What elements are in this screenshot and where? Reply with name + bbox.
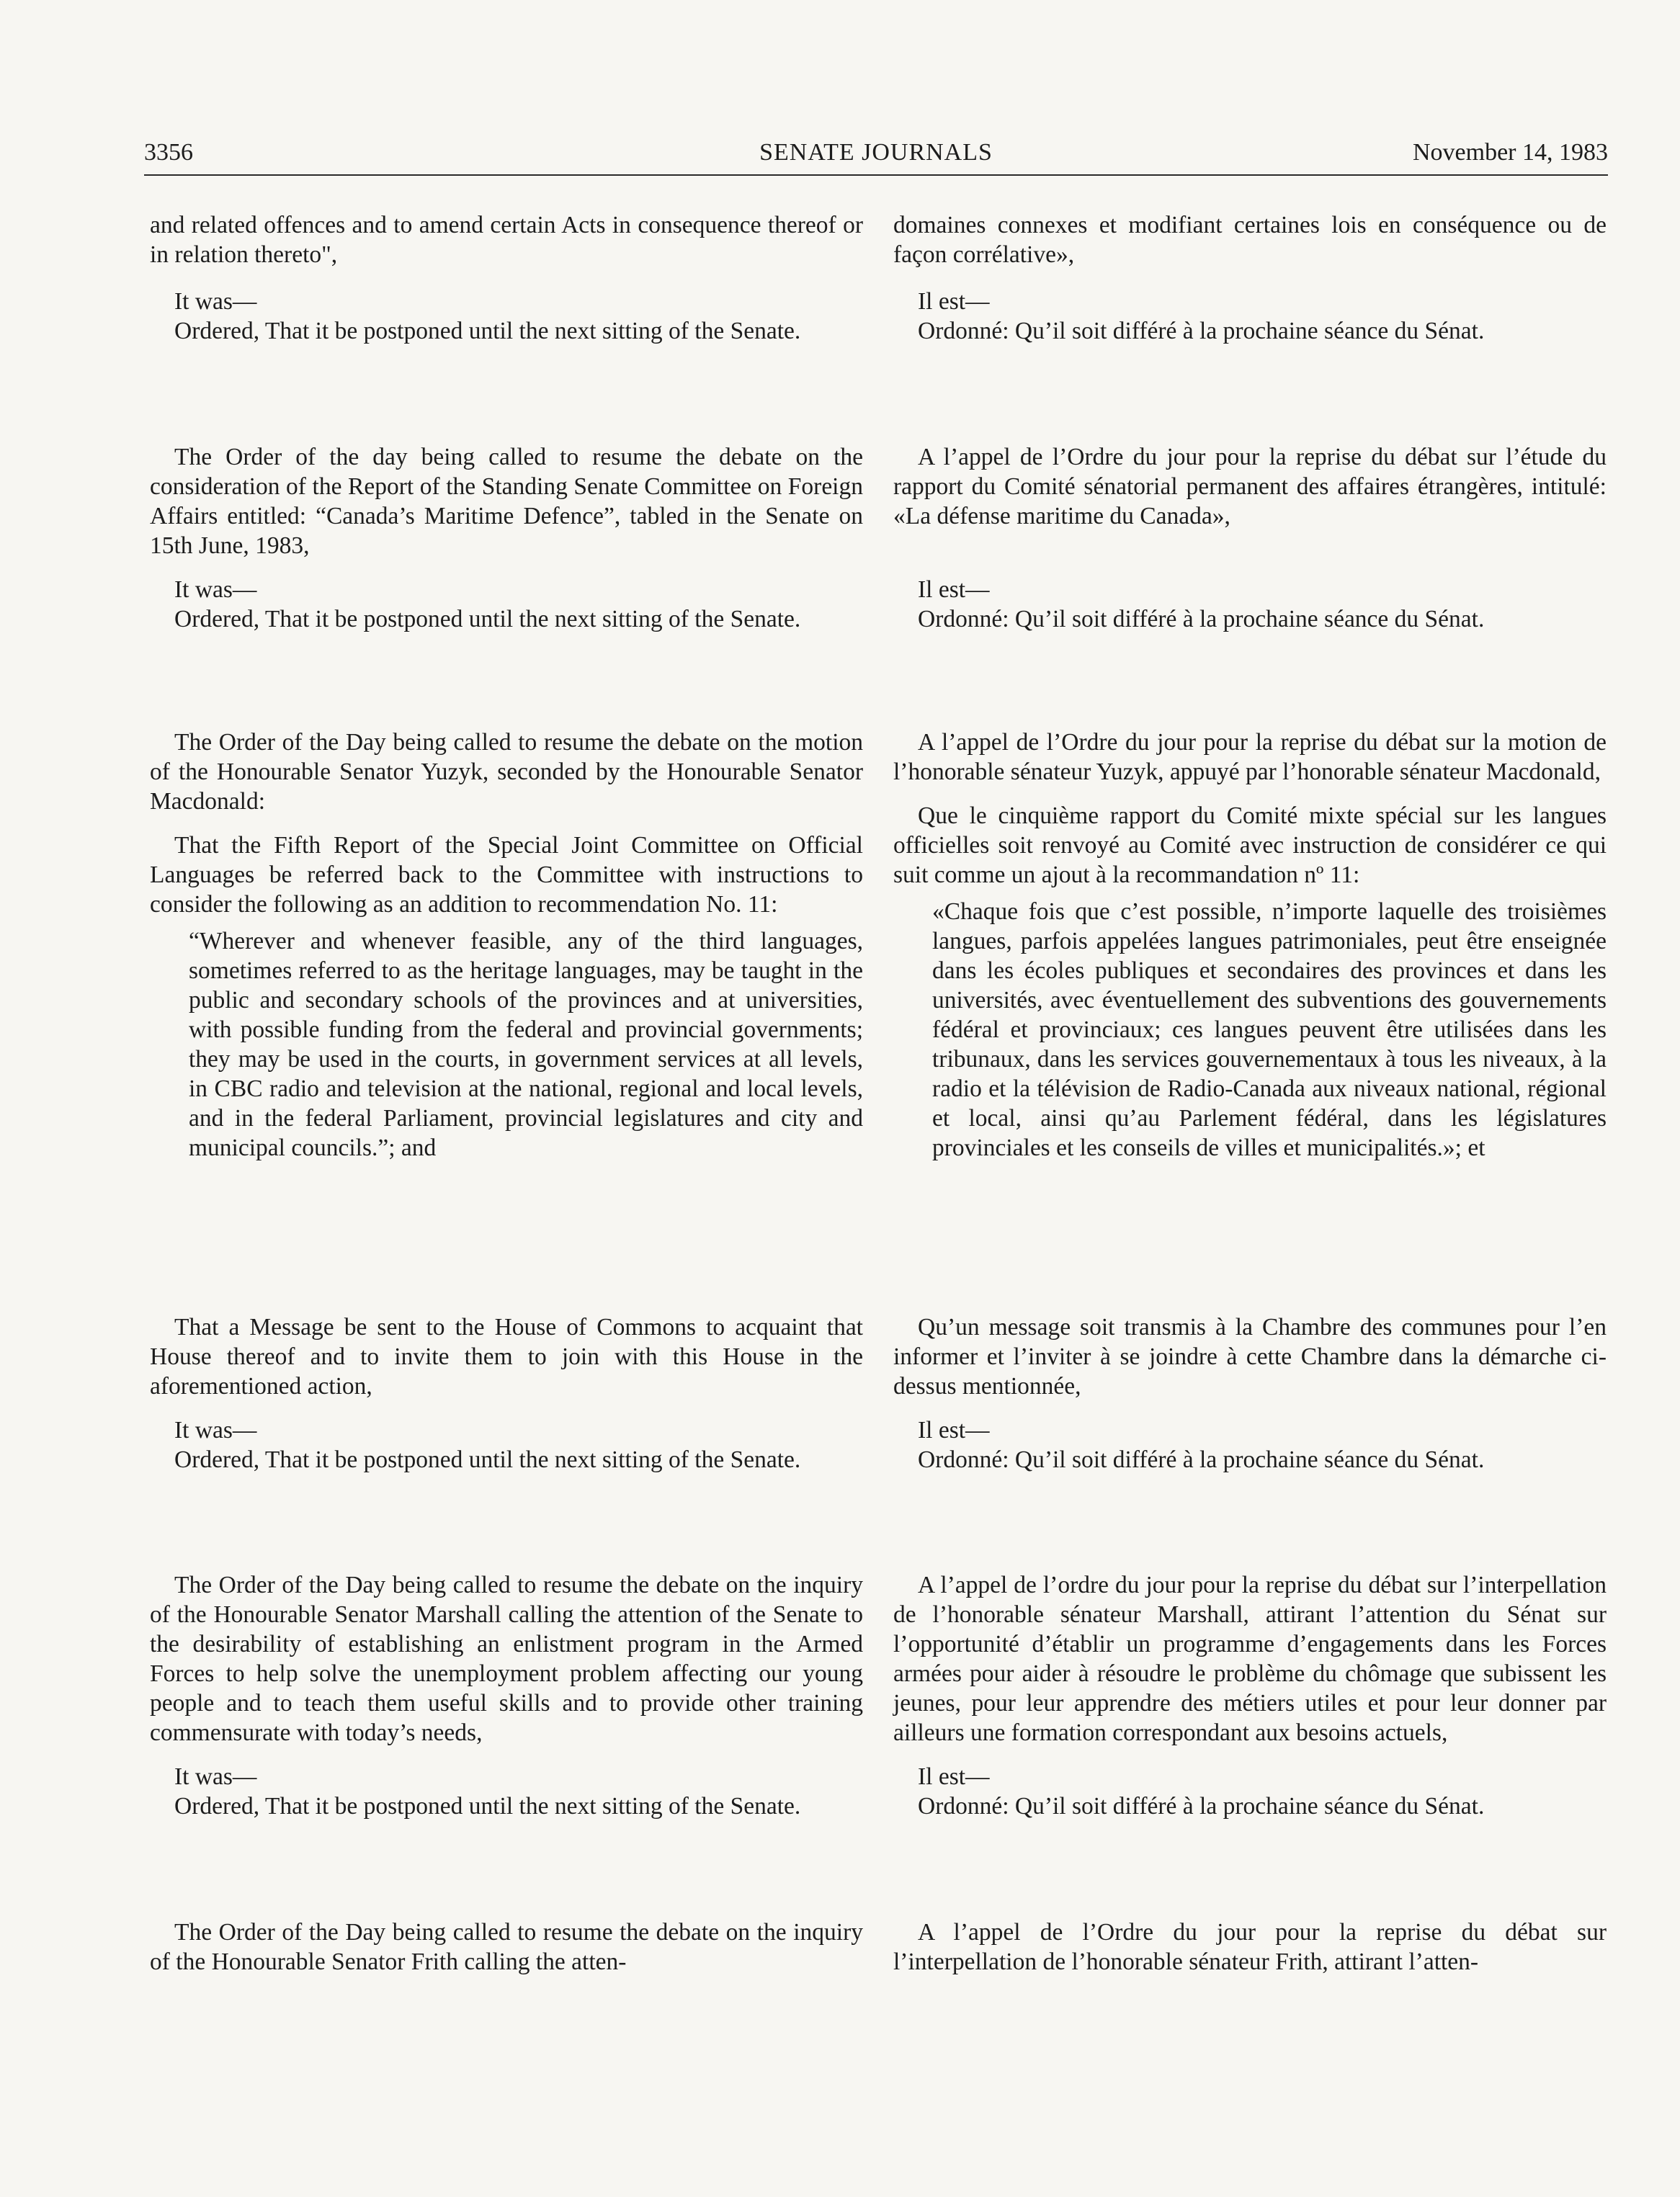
- en-b1-continuation: and related offences and to amend certain Acts in consequence thereof or in relation thereto",: [150, 212, 863, 268]
- en-b4-message: That a Message be sent to the House of Commons to acquaint that House thereof and to invite them to join with this House in the aforementioned action,: [150, 1314, 863, 1400]
- en-b3-quote: “Wherever and whenever feasible, any of the third languages, sometimes referred to as the heritage languages, may be taught in the public and secondary schools of the provinces and at universities, with possible funding from the federal and provincial governments; they may be used in the courts, in government services at all levels, in CBC radio and television at the national, regional and local levels, and in the federal Parliament, provincial legislatures and city and municipal councils.”; and: [189, 928, 863, 1161]
- journal-date: November 14, 1983: [1412, 139, 1608, 166]
- fr-block-1: [893, 210, 1607, 346]
- en-b3-motion: That the Fifth Report of the Special Joint Committee on Official Languages be referred back to the Committee with instructions to consider the following as an addition to recommendation No. 11:: [150, 832, 863, 918]
- fr-block-5: [893, 1570, 1607, 1821]
- fr-b5-il-est: Il est—: [918, 1763, 990, 1790]
- en-b2-ordered: Ordered, That it be postponed until the next sitting of the Senate.: [174, 606, 801, 632]
- page-number: 3356: [144, 139, 193, 166]
- en-b1-ordered: Ordered, That it be postponed until the next sitting of the Senate.: [174, 318, 801, 344]
- en-b2-it-was: It was—: [174, 576, 257, 603]
- fr-b4-il-est: Il est—: [918, 1417, 990, 1444]
- fr-b5-ordonne: Ordonné: Qu’il soit différé à la prochaine séance du Sénat.: [918, 1793, 1485, 1820]
- en-block-3: [150, 728, 863, 1163]
- en-b5-it-was: It was—: [174, 1763, 257, 1790]
- fr-b5-appel: A l’appel de l’ordre du jour pour la reprise du débat sur l’interpellation de l’honorable sénateur Marshall, attirant l’attention du Sénat sur l’opportunité d’établir un programme d’engagements dans les Forces armées pour aider à résoudre le problème du chômage que subissent les jeunes, pour leur apprendre des métiers utiles et pour leur donner par ailleurs une formation correspondant aux besoins actuels,: [893, 1572, 1607, 1746]
- en-block-4: [150, 1312, 863, 1475]
- fr-b2-il-est: Il est—: [918, 576, 990, 603]
- fr-b2-ordonne: Ordonné: Qu’il soit différé à la prochaine séance du Sénat.: [918, 606, 1485, 632]
- en-b2-order-of-day: The Order of the day being called to resume the debate on the consideration of the Report of the Standing Senate Committee on Foreign Affairs entitled: “Canada’s Maritime Defence”, tabled in the Senate on 15th June, 1983,: [150, 444, 863, 559]
- fr-b1-continuation: domaines connexes et modifiant certaines lois en conséquence ou de façon corrélative»,: [893, 212, 1607, 268]
- en-b5-order-of-day: The Order of the Day being called to resume the debate on the inquiry of the Honourable Senator Marshall calling the attention of the Senate to the desirability of establishing an enlistment program in the Armed Forces to help solve the unemployment problem affecting our young people and to teach them useful skills and to provide other training commensurate with today’s needs,: [150, 1572, 863, 1746]
- en-block-5: [150, 1570, 863, 1821]
- fr-b2-appel: A l’appel de l’Ordre du jour pour la reprise du débat sur l’étude du rapport du Comité sénatorial permanent des affaires étrangères, intitulé: «La défense maritime du Canada»,: [893, 444, 1607, 529]
- fr-b3-appel: A l’appel de l’Ordre du jour pour la reprise du débat sur la motion de l’honorable sénateur Yuzyk, appuyé par l’honorable sénateur Macdonald,: [893, 729, 1607, 785]
- fr-b1-ordonne: Ordonné: Qu’il soit différé à la prochaine séance du Sénat.: [918, 318, 1485, 344]
- en-b1-it-was: It was—: [174, 288, 257, 315]
- fr-b3-motion: Que le cinquième rapport du Comité mixte spécial sur les langues officielles soit renvoyé au Comité avec instruction de considérer ce qui suit comme un ajout à la recommandation nº 11:: [893, 802, 1607, 888]
- fr-b4-message: Qu’un message soit transmis à la Chambre des communes pour l’en informer et l’inviter à se joindre à cette Chambre dans la démarche ci-dessus mentionnée,: [893, 1314, 1607, 1400]
- en-b4-ordered: Ordered, That it be postponed until the next sitting of the Senate.: [174, 1446, 801, 1473]
- en-b6-order-of-day: The Order of the Day being called to resume the debate on the inquiry of the Honourable Senator Frith calling the atten-: [150, 1919, 863, 1975]
- journal-title: SENATE JOURNALS: [759, 139, 993, 166]
- fr-b4-ordonne: Ordonné: Qu’il soit différé à la prochaine séance du Sénat.: [918, 1446, 1485, 1473]
- en-block-1: [150, 210, 863, 346]
- en-b3-order-of-day: The Order of the Day being called to resume the debate on the motion of the Honourable Senator Yuzyk, seconded by the Honourable Senator Macdonald:: [150, 729, 863, 815]
- fr-block-4: [893, 1312, 1607, 1475]
- running-head: [144, 137, 1608, 176]
- fr-block-2: [893, 442, 1607, 634]
- en-block-2: [150, 442, 863, 634]
- fr-b6-appel: A l’appel de l’Ordre du jour pour la reprise du débat sur l’interpellation de l’honorable sénateur Frith, attirant l’atten-: [893, 1919, 1607, 1975]
- en-block-6: [150, 1918, 863, 1977]
- en-b4-it-was: It was—: [174, 1417, 257, 1444]
- en-b5-ordered: Ordered, That it be postponed until the next sitting of the Senate.: [174, 1793, 801, 1820]
- fr-block-6: [893, 1918, 1607, 1977]
- fr-block-3: [893, 728, 1607, 1163]
- fr-b3-quote: «Chaque fois que c’est possible, n’importe laquelle des troisièmes langues, parfois appelées langues patrimoniales, peut être enseignée dans les écoles publiques et secondaires des provinces et dans les universités, avec éventuellement des subventions des gouvernements fédéral et provinciaux; ces langues peuvent être utilisées dans les tribunaux, dans les services gouvernementaux à tous les niveaux, à la radio et la télévision de Radio-Canada aux niveaux national, régional et local, ainsi qu’au Parlement fédéral, dans les législatures provinciales et les conseils de villes et municipalités.»; et: [932, 898, 1607, 1161]
- fr-b1-il-est: Il est—: [918, 288, 990, 315]
